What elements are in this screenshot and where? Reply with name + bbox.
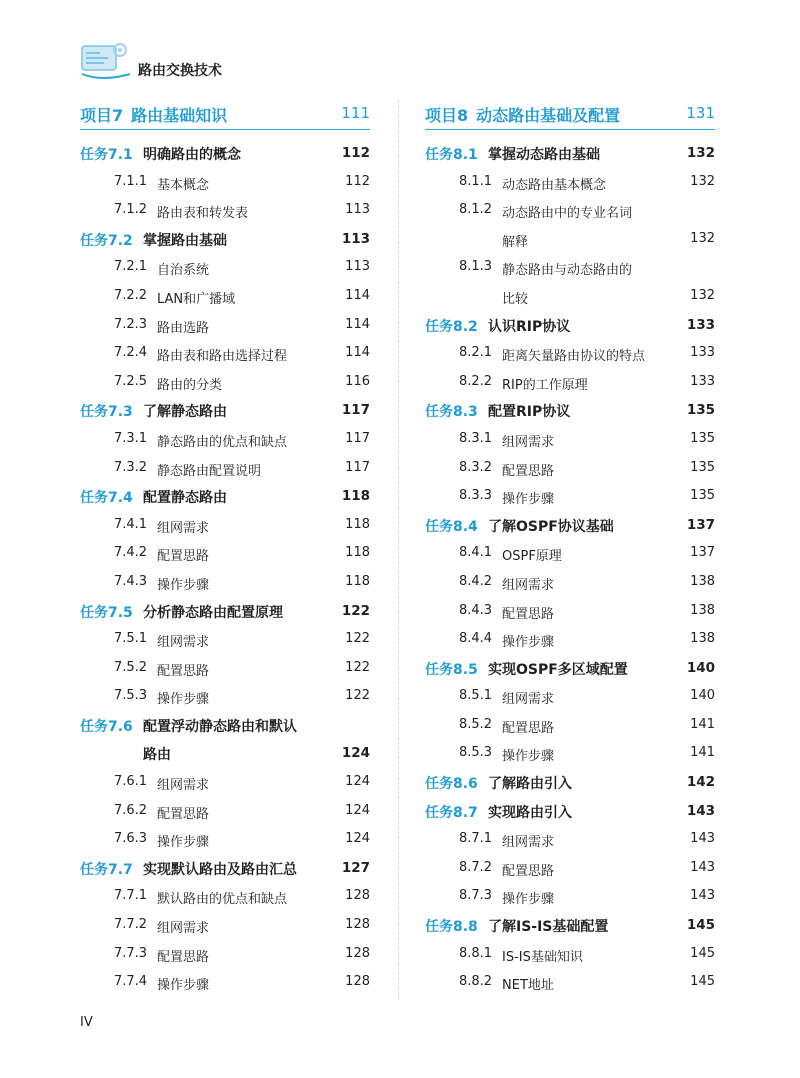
section-number: 7.4.1 [114, 516, 148, 532]
section-title: 组网需求 [502, 577, 555, 593]
task-title: 路由 [143, 747, 171, 764]
task-entry [425, 139, 715, 168]
section-entry [80, 368, 370, 397]
section-number: 8.5.2 [459, 716, 493, 732]
section-title: 路由的分类 [157, 377, 223, 393]
section-entry [80, 825, 370, 854]
section-entry [80, 625, 370, 654]
section-entry [425, 482, 715, 511]
task-line [425, 516, 614, 536]
section-entry [425, 625, 715, 654]
entry-page: 140 [686, 659, 715, 676]
entry-page: 122 [341, 602, 370, 619]
entry-page: 135 [690, 430, 715, 446]
entry-page: 124 [341, 745, 370, 762]
task-label: 任务7.6 [80, 718, 133, 735]
section-title: 组网需求 [502, 434, 555, 450]
entry-page: 118 [341, 488, 370, 505]
project-heading [80, 100, 370, 130]
task-line [425, 316, 570, 336]
section-entry [425, 454, 715, 483]
section-entry [80, 282, 370, 311]
section-number: 8.4.3 [459, 602, 493, 618]
task-title: 配置RIP协议 [488, 404, 571, 421]
entry-page: 114 [345, 316, 370, 332]
section-entry [80, 654, 370, 683]
entry-page: 145 [690, 974, 715, 990]
task-title: 配置静态路由 [143, 490, 227, 507]
entry-page: 145 [686, 917, 715, 934]
section-title: 配置思路 [157, 949, 210, 965]
section-number: 7.5.1 [114, 631, 148, 647]
task-line [80, 144, 241, 164]
section-entry [425, 225, 715, 254]
task-title: 了解OSPF协议基础 [488, 518, 614, 535]
task-line [143, 744, 171, 764]
section-title: OSPF原理 [502, 549, 562, 565]
section-entry [425, 968, 715, 997]
section-title: 动态路由中的专业名词 [502, 206, 633, 222]
section-number: 7.7.1 [114, 888, 148, 904]
section-number: 7.7.4 [114, 974, 148, 990]
section-number: 8.8.1 [459, 945, 493, 961]
section-number: 8.4.2 [459, 573, 493, 589]
task-title: 了解路由引入 [488, 776, 572, 793]
task-entry [425, 797, 715, 826]
section-title: 组网需求 [157, 778, 210, 794]
section-number: 7.5.2 [114, 659, 148, 675]
entry-page: 117 [345, 459, 370, 475]
section-number: 8.4.4 [459, 631, 493, 647]
task-label: 任务8.1 [425, 147, 478, 163]
task-label: 任务7.1 [80, 147, 133, 163]
section-title: LAN和广播域 [157, 291, 236, 307]
section-title: 配置思路 [502, 720, 555, 736]
task-line [80, 859, 297, 879]
section-entry [425, 425, 715, 454]
entry-page: 113 [345, 259, 370, 275]
section-number: 7.3.2 [114, 459, 148, 475]
section-number: 7.2.3 [114, 316, 148, 332]
section-number: 7.5.3 [114, 688, 148, 704]
entry-page: 122 [345, 688, 370, 704]
task-title: 实现默认路由及路由汇总 [143, 861, 297, 878]
section-entry [425, 597, 715, 626]
task-label: 任务7.3 [80, 404, 133, 421]
book-title: 路由交换技术 [138, 63, 222, 79]
project-label: 项目7 [80, 106, 124, 125]
entry-page: 143 [686, 802, 715, 819]
task-label: 任务7.2 [80, 232, 133, 249]
task-label: 任务8.7 [425, 804, 478, 821]
section-number: 8.7.2 [459, 859, 493, 875]
entry-page: 128 [345, 917, 370, 933]
entry-page: 114 [345, 345, 370, 361]
task-title: 了解静态路由 [143, 404, 227, 421]
project-page: 131 [686, 104, 715, 122]
entry-page: 133 [686, 316, 715, 333]
section-entry [425, 368, 715, 397]
section-entry [80, 682, 370, 711]
section-number: 8.1.3 [459, 259, 493, 275]
entry-page: 138 [690, 573, 715, 589]
entry-page: 135 [690, 488, 715, 504]
task-line [80, 230, 227, 250]
entry-page: 118 [345, 516, 370, 532]
section-number: 7.4.3 [114, 573, 148, 589]
entry-page: 143 [690, 831, 715, 847]
task-entry [80, 482, 370, 511]
page-header [80, 40, 220, 90]
section-number: 8.5.3 [459, 745, 493, 761]
task-title: 配置浮动静态路由和默认 [143, 718, 297, 735]
task-title: 明确路由的概念 [143, 147, 241, 163]
task-line [80, 401, 227, 421]
entry-page: 122 [345, 659, 370, 675]
section-number: 8.2.2 [459, 373, 493, 389]
task-line [80, 716, 297, 736]
section-title: 路由选路 [157, 320, 210, 336]
section-title: 操作步骤 [157, 692, 210, 708]
section-number: 7.4.2 [114, 545, 148, 561]
task-entry [80, 739, 370, 768]
task-label: 任务8.3 [425, 404, 478, 421]
section-entry [80, 911, 370, 940]
section-title: 操作步骤 [157, 577, 210, 593]
section-title: 路由表和转发表 [157, 206, 249, 222]
project-page: 111 [341, 104, 370, 122]
section-title: 比较 [502, 291, 529, 307]
section-title: 配置思路 [157, 549, 210, 565]
entry-page: 122 [345, 631, 370, 647]
section-number: 8.3.1 [459, 430, 493, 446]
entry-page: 141 [690, 745, 715, 761]
section-entry [80, 968, 370, 997]
section-title: 配置思路 [157, 663, 210, 679]
section-entry [80, 339, 370, 368]
entry-page: 143 [690, 859, 715, 875]
entry-page: 143 [690, 888, 715, 904]
entry-page: 114 [345, 287, 370, 303]
section-title: 组网需求 [502, 692, 555, 708]
section-title: 操作步骤 [502, 635, 555, 651]
task-entry [80, 396, 370, 425]
task-entry [425, 311, 715, 340]
section-title: 自治系统 [157, 263, 210, 279]
entry-page: 135 [686, 402, 715, 419]
task-title: 掌握路由基础 [143, 232, 227, 249]
entry-page: 117 [345, 430, 370, 446]
entry-page: 141 [690, 716, 715, 732]
section-title: 操作步骤 [502, 492, 555, 508]
task-title: 了解IS-IS基础配置 [488, 919, 609, 936]
task-line [425, 144, 600, 164]
section-title: 静态路由与动态路由的 [502, 263, 633, 279]
entry-page: 132 [686, 145, 715, 161]
task-entry [80, 597, 370, 626]
entry-page: 133 [690, 345, 715, 361]
section-title: 操作步骤 [157, 978, 210, 994]
entry-page: 124 [345, 831, 370, 847]
section-entry [80, 168, 370, 197]
toc-column-left [80, 100, 370, 997]
section-entry [425, 882, 715, 911]
section-number: 8.8.2 [459, 974, 493, 990]
task-title: 认识RIP协议 [488, 318, 571, 335]
task-entry [425, 768, 715, 797]
entry-page: 118 [345, 573, 370, 589]
entry-page: 112 [341, 145, 370, 161]
task-entry [425, 396, 715, 425]
task-title: 分析静态路由配置原理 [143, 604, 283, 621]
entry-page: 132 [690, 173, 715, 189]
task-entry [80, 225, 370, 254]
task-title: 实现路由引入 [488, 804, 572, 821]
task-entry [80, 854, 370, 883]
entry-page: 127 [341, 859, 370, 876]
section-number: 7.2.5 [114, 373, 148, 389]
section-entry [425, 940, 715, 969]
section-title: 操作步骤 [502, 749, 555, 765]
section-title: 距离矢量路由协议的特点 [502, 349, 646, 365]
task-label: 任务8.8 [425, 919, 478, 936]
task-line [80, 602, 283, 622]
entry-page: 124 [345, 774, 370, 790]
section-title: 动态路由基本概念 [502, 177, 607, 193]
task-line [425, 802, 572, 822]
section-number: 7.7.2 [114, 917, 148, 933]
section-entry [80, 311, 370, 340]
section-entry [80, 768, 370, 797]
task-entry [425, 654, 715, 683]
column-divider [398, 100, 399, 1000]
section-title: 配置思路 [502, 463, 555, 479]
entry-page: 138 [690, 602, 715, 618]
section-title: 静态路由的优点和缺点 [157, 434, 288, 450]
task-entry [425, 911, 715, 940]
project-title: 动态路由基础及配置 [476, 106, 621, 125]
entry-page: 128 [345, 945, 370, 961]
entry-page: 113 [345, 202, 370, 218]
entry-page: 128 [345, 888, 370, 904]
entry-page: 135 [690, 459, 715, 475]
task-label: 任务7.5 [80, 604, 133, 621]
section-number: 7.6.2 [114, 802, 148, 818]
entry-page: 137 [686, 516, 715, 533]
section-title: 基本概念 [157, 177, 210, 193]
section-number: 8.4.1 [459, 545, 493, 561]
section-title: 解释 [502, 234, 529, 250]
task-title: 掌握动态路由基础 [488, 147, 600, 163]
section-entry [425, 825, 715, 854]
task-line [425, 773, 572, 793]
section-title: 操作步骤 [157, 835, 210, 851]
section-entry [425, 739, 715, 768]
task-label: 任务7.7 [80, 861, 133, 878]
section-entry [425, 339, 715, 368]
task-line [425, 401, 570, 421]
toc-entries [425, 139, 715, 997]
section-number: 8.1.1 [459, 173, 493, 189]
task-label: 任务8.6 [425, 776, 478, 793]
section-number: 7.6.1 [114, 774, 148, 790]
task-line [80, 487, 227, 507]
section-title: 组网需求 [157, 520, 210, 536]
toc-column-right [425, 100, 715, 997]
section-number: 8.1.2 [459, 202, 493, 218]
entry-page: 118 [345, 545, 370, 561]
entry-page: 112 [345, 173, 370, 189]
section-number: 7.3.1 [114, 430, 148, 446]
section-entry [425, 568, 715, 597]
section-title: 默认路由的优点和缺点 [157, 892, 288, 908]
section-entry [80, 539, 370, 568]
section-title: 组网需求 [502, 835, 555, 851]
section-number: 8.2.1 [459, 345, 493, 361]
section-entry [425, 168, 715, 197]
section-entry [425, 253, 715, 282]
entry-page: 138 [690, 631, 715, 647]
entry-page: 133 [690, 373, 715, 389]
toc-entries [80, 139, 370, 997]
task-label: 任务8.2 [425, 318, 478, 335]
entry-page: 140 [690, 688, 715, 704]
section-number: 7.2.4 [114, 345, 148, 361]
section-title: 配置思路 [502, 863, 555, 879]
entry-page: 116 [345, 373, 370, 389]
section-number: 8.3.2 [459, 459, 493, 475]
entry-page: 132 [690, 230, 715, 246]
task-entry [425, 511, 715, 540]
task-entry [80, 139, 370, 168]
section-number: 8.7.1 [459, 831, 493, 847]
entry-page: 124 [345, 802, 370, 818]
section-entry [425, 196, 715, 225]
section-title: 静态路由配置说明 [157, 463, 262, 479]
task-label: 任务7.4 [80, 490, 133, 507]
section-entry [425, 711, 715, 740]
section-number: 7.6.3 [114, 831, 148, 847]
section-entry [80, 797, 370, 826]
section-number: 7.1.1 [114, 173, 148, 189]
entry-page: 128 [345, 974, 370, 990]
section-number: 7.7.3 [114, 945, 148, 961]
section-number: 7.1.2 [114, 202, 148, 218]
section-title: NET地址 [502, 978, 554, 994]
section-entry [80, 253, 370, 282]
entry-page: 137 [690, 545, 715, 561]
section-entry [80, 454, 370, 483]
section-entry [80, 568, 370, 597]
section-entry [80, 425, 370, 454]
section-number: 8.5.1 [459, 688, 493, 704]
book-logo-icon [80, 40, 132, 84]
section-title: 配置思路 [502, 606, 555, 622]
section-number: 8.3.3 [459, 488, 493, 504]
section-entry [425, 682, 715, 711]
section-entry [425, 282, 715, 311]
section-title: 操作步骤 [502, 892, 555, 908]
task-title: 实现OSPF多区域配置 [488, 661, 628, 678]
entry-page: 117 [341, 402, 370, 419]
project-heading [425, 100, 715, 130]
section-title: 路由表和路由选择过程 [157, 349, 288, 365]
section-number: 7.2.2 [114, 287, 148, 303]
section-entry [80, 940, 370, 969]
section-title: RIP的工作原理 [502, 377, 588, 393]
section-title: 配置思路 [157, 806, 210, 822]
section-title: 组网需求 [157, 921, 210, 937]
section-title: 组网需求 [157, 635, 210, 651]
section-entry [80, 882, 370, 911]
project-label: 项目8 [425, 106, 469, 125]
entry-page: 113 [341, 230, 370, 247]
task-line [425, 659, 628, 679]
section-entry [80, 511, 370, 540]
entry-page: 142 [686, 774, 715, 791]
section-entry [425, 854, 715, 883]
task-label: 任务8.4 [425, 518, 478, 535]
page-number: IV [80, 1015, 93, 1030]
task-label: 任务8.5 [425, 661, 478, 678]
section-entry [425, 539, 715, 568]
task-line [425, 916, 608, 936]
entry-page: 145 [690, 945, 715, 961]
section-number: 8.7.3 [459, 888, 493, 904]
project-title: 路由基础知识 [131, 106, 228, 125]
task-entry [80, 711, 370, 740]
section-title: IS-IS基础知识 [502, 949, 583, 965]
section-number: 7.2.1 [114, 259, 148, 275]
section-entry [80, 196, 370, 225]
entry-page: 132 [690, 287, 715, 303]
